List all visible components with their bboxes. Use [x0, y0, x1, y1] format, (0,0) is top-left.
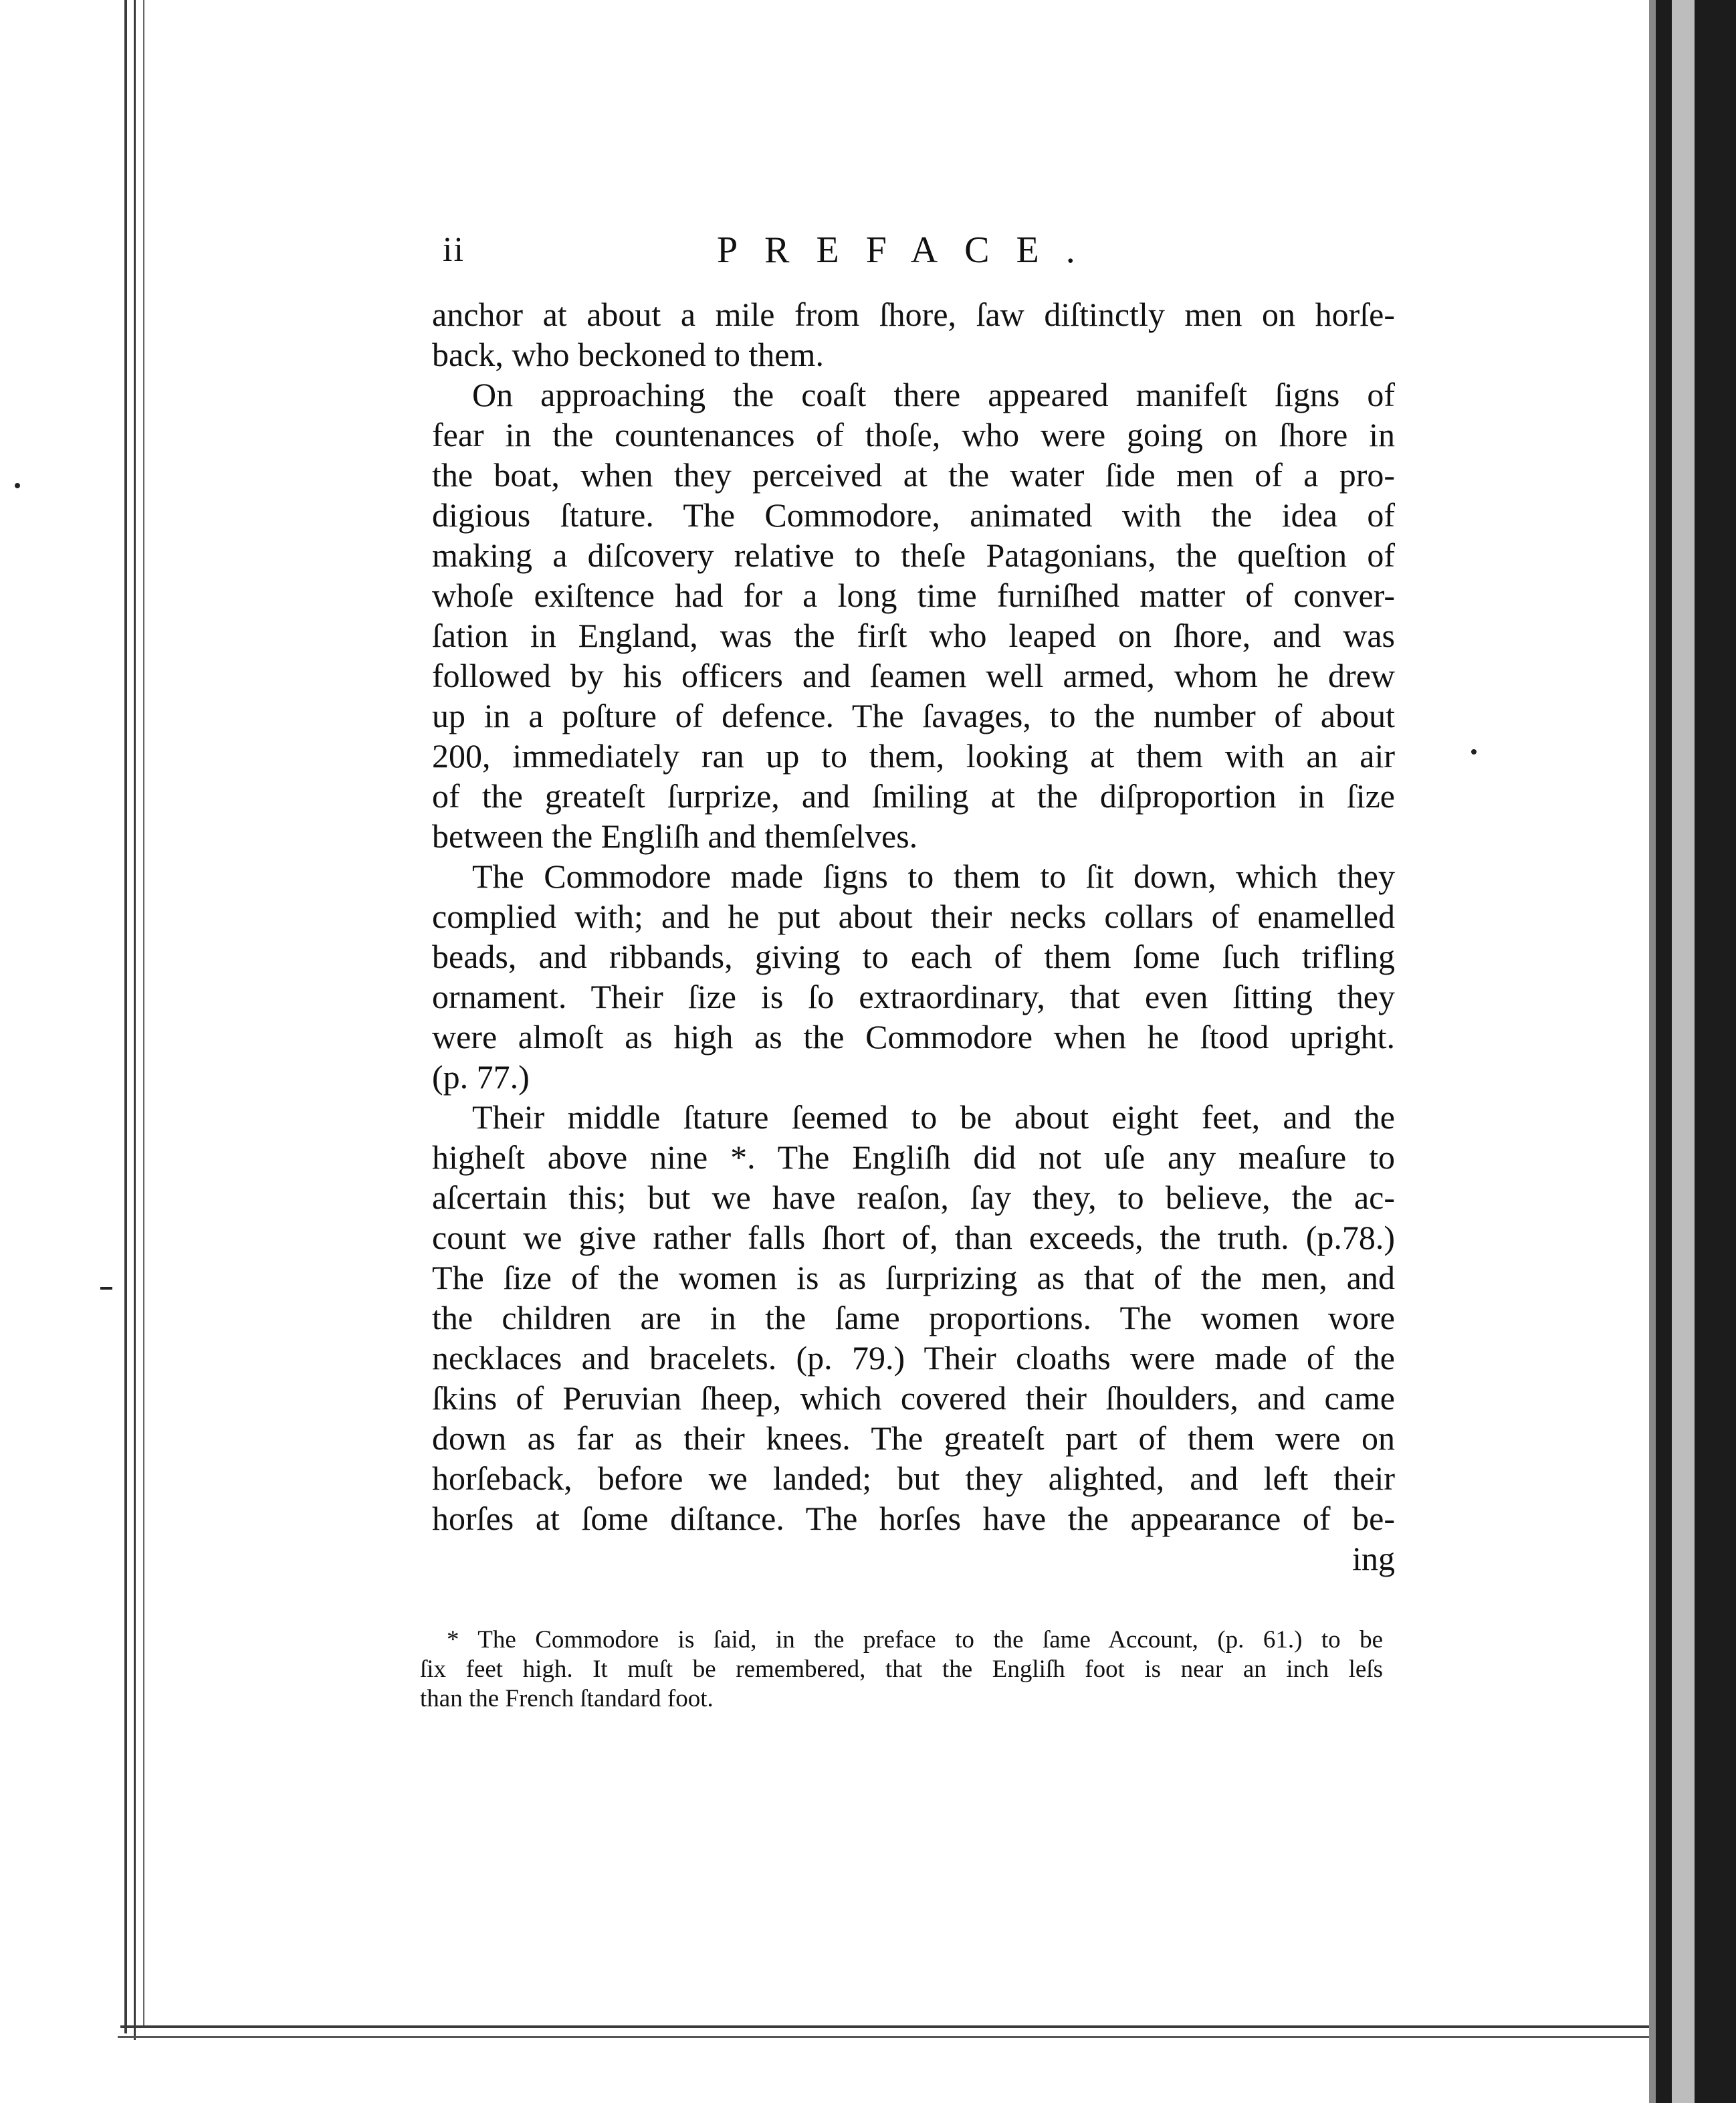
footnote-line: than the French ſtandard foot. — [420, 1685, 714, 1712]
body-text — [432, 294, 1395, 1579]
scan-frame-left-shadow — [143, 0, 144, 2027]
scan-frame-left — [124, 0, 127, 2033]
book-spine-edge — [1649, 0, 1736, 2103]
text-line: back, who beckoned to them. — [432, 336, 824, 373]
text-line: the children are in the ſame proportions. The women wore — [432, 1299, 1395, 1336]
book-spine-highlight — [1672, 0, 1695, 2103]
text-line: were almoſt as high as the Commodore when he ſtood upright. — [432, 1018, 1395, 1056]
text-line: On approaching the coaſt there appeared manifeſt ſigns of — [472, 376, 1395, 413]
text-line: fear in the countenances of thoſe, who were going on ſhore in — [432, 416, 1395, 454]
book-spine-border — [1649, 0, 1656, 2103]
text-line: ſation in England, was the firſt who leaped on ſhore, and was — [432, 617, 1395, 654]
text-line: (p. 77.) — [432, 1058, 530, 1096]
text-line: necklaces and bracelets. (p. 79.) Their cloaths were made of the — [432, 1339, 1395, 1377]
footnote-line: * The Commodore is ſaid, in the preface to the ſame Account, (p. 61.) to be — [447, 1626, 1383, 1654]
text-line: between the Engliſh and themſelves. — [432, 817, 918, 855]
text-line: horſeback, before we landed; but they alighted, and left their — [432, 1460, 1395, 1497]
scan-frame-bottom — [120, 2025, 1678, 2028]
text-line: digious ſtature. The Commodore, animated with the idea of — [432, 496, 1395, 534]
text-line: aſcertain this; but we have reaſon, ſay they, to believe, the ac- — [432, 1179, 1395, 1216]
text-line: of the greateſt ſurprize, and ſmiling at the diſproportion in ſize — [432, 777, 1395, 815]
text-line: up in a poſture of defence. The ſavages, to the number of about — [432, 697, 1395, 734]
text-line: higheſt above nine *. The Engliſh did not uſe any meaſure to — [432, 1138, 1395, 1176]
footnote-line: ſix feet high. It muſt be remembered, that the Engliſh foot is near an inch leſs — [420, 1656, 1383, 1683]
text-line: The ſize of the women is as ſurprizing as that of the men, and — [432, 1259, 1395, 1296]
text-line: complied with; and he put about their necks collars of enamelled — [432, 898, 1395, 935]
text-line: followed by his officers and ſeamen well armed, whom he drew — [432, 657, 1395, 694]
page-header — [443, 230, 1392, 284]
text-line: The Commodore made ſigns to them to ſit down, which they — [472, 858, 1395, 895]
text-line: 200, immediately ran up to them, looking at them with an air — [432, 737, 1395, 775]
text-line: whoſe exiſtence had for a long time furniſhed matter of conver- — [432, 577, 1395, 614]
speck-mark — [15, 483, 20, 488]
speck-mark — [1471, 749, 1477, 755]
text-line: ſkins of Peruvian ſheep, which covered their ſhoulders, and came — [432, 1379, 1395, 1417]
scan-frame-bottom-inner — [118, 2036, 1683, 2038]
footnote — [420, 1625, 1383, 1714]
text-line: beads, and ribbands, giving to each of them ſome ſuch trifling — [432, 938, 1395, 975]
text-line: the boat, when they perceived at the water ſide men of a pro- — [432, 456, 1395, 494]
page-number: ii — [443, 231, 465, 269]
text-line: making a diſcovery relative to theſe Patagonians, the queſtion of — [432, 536, 1395, 574]
text-line: down as far as their knees. The greateſt part of them were on — [432, 1419, 1395, 1457]
catchword: ing — [1352, 1540, 1395, 1577]
text-line: anchor at about a mile from ſhore, ſaw diſtinctly men on horſe- — [432, 296, 1395, 333]
dash-mark — [100, 1287, 112, 1290]
scan-frame-left-inner — [134, 0, 136, 2040]
text-line: Their middle ſtature ſeemed to be about eight feet, and the — [472, 1098, 1395, 1136]
text-line: count we give rather falls ſhort of, than exceeds, the truth. (p.78.) — [432, 1219, 1395, 1256]
text-line: ornament. Their ſize is ſo extraordinary, that even ſitting they — [432, 978, 1395, 1015]
text-line: horſes at ſome diſtance. The horſes have the appearance of be- — [432, 1500, 1395, 1537]
running-title: PREFACE. — [717, 229, 1102, 271]
